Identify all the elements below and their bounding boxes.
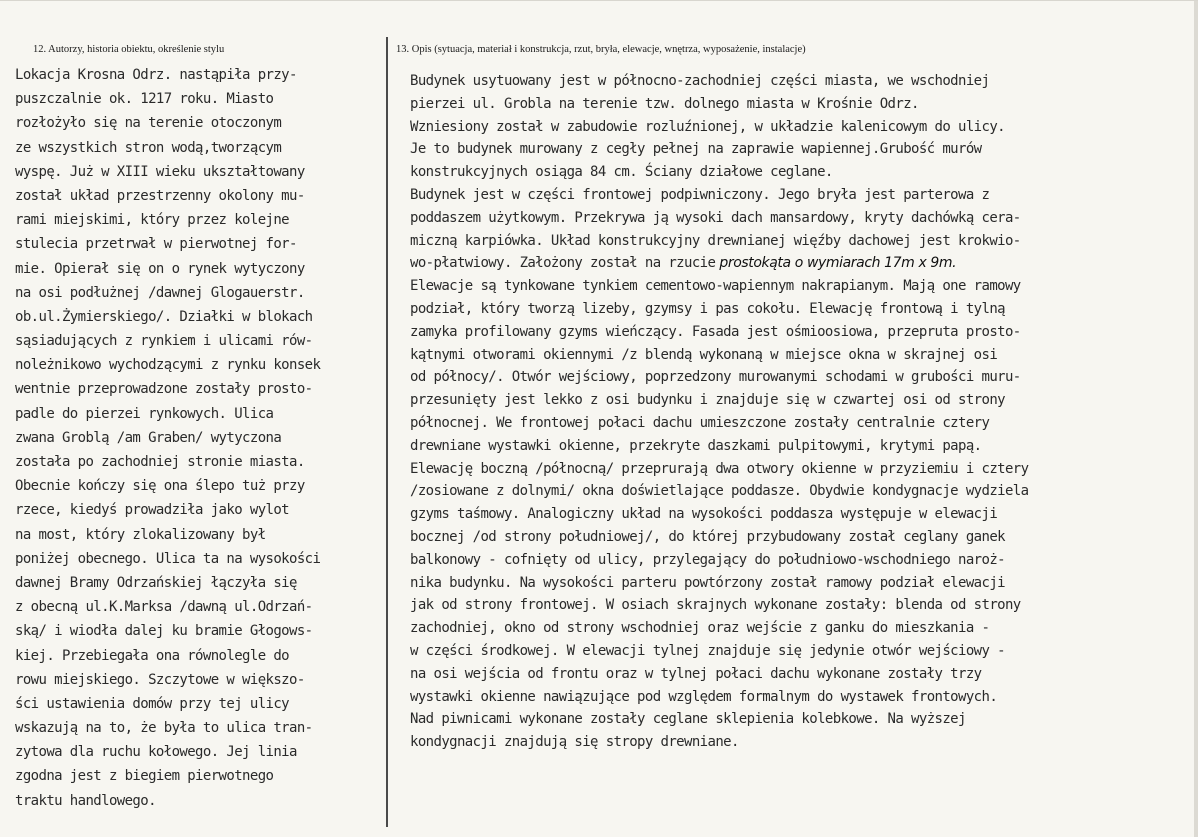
history-text-line: wentnie przeprowadzone zostały prosto- <box>15 381 313 398</box>
history-text-column <box>15 63 435 813</box>
description-text-line: Je to budynek murowany z cegły pełnej na zaprawie wapiennej.Grubość murów <box>410 141 982 158</box>
history-text-line: ob.ul.Żymierskiego/. Działki w blokach <box>15 308 313 325</box>
history-text-line: na most, który zlokalizowany był <box>15 526 266 543</box>
history-text-line: kiej. Przebiegała ona równolegle do <box>15 647 290 664</box>
description-text-line: /zosiowane z dolnymi/ okna doświetlające poddasze. Obydwie kondygnacje wydziela <box>410 483 1029 500</box>
history-text-line: ze wszystkich stron wodą,tworzącym <box>15 139 282 156</box>
description-text-line: balkonowy - cofnięty od ulicy, przylegający do południowo-wschodniego naroż- <box>410 551 1005 568</box>
description-text-column <box>410 70 1198 754</box>
description-text-line: na osi wejścia od frontu oraz w tylnej połaci dachu wykonane zostały trzy <box>410 665 982 682</box>
history-text-line: ską/ i wiodła dalej ku bramie Głogows- <box>15 623 313 640</box>
history-text-line: Obecnie kończy się ona ślepo tuż przy <box>15 478 305 495</box>
handwritten-annotation: prostokąta o wymiarach 17m x 9m. <box>715 255 957 272</box>
description-text-line: Elewacje są tynkowane tynkiem cementowo-wapiennym nakrapianym. Mają one ramowy <box>410 278 1021 295</box>
history-text-line: wskazują na to, że była to ulica tran- <box>15 720 313 737</box>
description-text-line: kondygnacji znajdują się stropy drewniane. <box>410 734 739 751</box>
header-left: 12. Autorzy, historia obiektu, określenie stylu <box>33 44 225 55</box>
description-text-line: zamyka profilowany gzyms wieńczący. Fasada jest ośmioosiowa, przepruta prosto- <box>410 323 1021 340</box>
history-text-line: traktu handlowego. <box>15 792 156 809</box>
history-text-line: padle do pierzei rynkowych. Ulica <box>15 405 274 422</box>
description-text-line: jak od strony frontowej. W osiach skrajnych wykonane zostały: blenda od strony <box>410 597 1021 614</box>
description-text-line: przesunięty jest lekko z osi budynku i znajduje się w czwartej osi od strony <box>410 392 1005 409</box>
description-text-line: Nad piwnicami wykonane zostały ceglane sklepienia kolebkowe. Na wyższej <box>410 711 966 728</box>
history-text-line: rowu miejskiego. Szczytowe w większo- <box>15 671 305 688</box>
history-text-line: rzece, kiedyś prowadziła jako wylot <box>15 502 290 519</box>
description-text-line: miczną karpiówka. Układ konstrukcyjny drewnianej więźby dachowej jest krokwio- <box>410 232 1021 249</box>
description-text-line: pierzei ul. Grobla na terenie tzw. dolnego miasta w Krośnie Odrz. <box>410 95 919 112</box>
history-text-line: została po zachodniej stronie miasta. <box>15 454 305 470</box>
history-text-line: wyspę. Już w XIII wieku ukształtowany <box>15 163 305 180</box>
history-text-line: stulecia przetrwał w pierwotnej for- <box>15 236 297 253</box>
description-text-line: północnej. We frontowej połaci dachu umieszczone zostały centralnie cztery <box>410 414 990 431</box>
history-text-line: noleżnikowo wychodzącymi z rynku konsek <box>15 357 321 374</box>
history-text-line: rami miejskimi, który przez kolejne <box>15 212 290 229</box>
history-text-line: na osi podłużnej /dawnej Glogauerstr. <box>15 284 305 301</box>
history-text-line: został układ przestrzenny okolony mu- <box>15 187 305 204</box>
history-text-line: zytowa dla ruchu kołowego. Jej linia <box>15 744 297 761</box>
description-text-line: gzyms taśmowy. Analogiczny układ na wysokości poddasza występuje w elewacji <box>410 506 998 523</box>
history-text-line: sąsiadujących z rynkiem i ulicami rów- <box>15 333 313 350</box>
history-text-line: Lokacja Krosna Odrz. nastąpiła przy- <box>15 67 297 83</box>
history-text-line: dawnej Bramy Odrzańskiej łączyła się <box>15 574 297 591</box>
description-text-line: nika budynku. Na wysokości parteru powtórzony został ramowy podział elewacji <box>410 574 1005 591</box>
description-text-line: zachodniej, okno od strony wschodniej oraz wejście z ganku do mieszkania - <box>410 620 990 637</box>
history-text-line: mie. Opierał się on o rynek wytyczony <box>15 260 305 277</box>
description-text-line: Budynek usytuowany jest w północno-zachodniej części miasta, we wschodniej <box>410 73 990 89</box>
description-text-line: w części środkowej. W elewacji tylnej znajduje się jedynie otwór wejściowy - <box>410 642 1005 659</box>
description-text-line: Wzniesiony został w zabudowie rozluźnionej, w układzie kalenicowym do ulicy. <box>410 118 1005 135</box>
history-text-line: poniżej obecnego. Ulica ta na wysokości <box>15 550 321 567</box>
history-text-line: puszczalnie ok. 1217 roku. Miasto <box>15 91 274 108</box>
description-text-line: drewniane wystawki okienne, przekryte daszkami pulpitowymi, krytymi papą. <box>410 437 982 454</box>
description-text-line: wystawki okienne nawiązujące pod względem formalnym do wystawek frontowych. <box>410 688 998 705</box>
description-text-line: Elewację boczną /północną/ przeprurają dwa otwory okienne w przyziemiu i cztery <box>410 460 1029 477</box>
history-text-line: ści ustawienia domów przy tej ulicy <box>15 695 290 712</box>
history-text-line: zwana Groblą /am Graben/ wytyczona <box>15 429 282 446</box>
description-text-line: od północy/. Otwór wejściowy, poprzedzony murowanymi schodami w grubości muru- <box>410 369 1021 386</box>
header-right: 13. Opis (sytuacja, materiał i konstrukcja, rzut, bryła, elewacje, wnętrza, wyposażenie, instalacje) <box>396 44 806 55</box>
description-text-line: konstrukcyjnych osiąga 84 cm. Ściany działowe ceglane. <box>410 164 833 181</box>
history-text-line: z obecną ul.K.Marksa /dawną ul.Odrzań- <box>15 599 313 616</box>
description-text-line: wo-płatwiowy. Założony został na rzucie prostokąta o wymiarach 17m x 9m. <box>410 255 957 272</box>
description-text-line: poddaszem użytkowym. Przekrywa ją wysoki dach mansardowy, kryty dachówką cera- <box>410 209 1021 226</box>
description-text-line: Budynek jest w części frontowej podpiwniczony. Jego bryła jest parterowa z <box>410 186 990 203</box>
description-text-line: podział, który tworzą lizeby, gzymsy i pas cokołu. Elewację frontową i tylną <box>410 300 1005 317</box>
history-text-line: zgodna jest z biegiem pierwotnego <box>15 768 274 785</box>
description-text-line: bocznej /od strony południowej/, do której przybudowany został ceglany ganek <box>410 528 1005 545</box>
description-text-line: kątnymi otworami okiennymi /z blendą wykonaną w miejsce okna w skrajnej osi <box>410 346 998 363</box>
history-text-line: rozłożyło się na terenie otoczonym <box>15 115 282 132</box>
